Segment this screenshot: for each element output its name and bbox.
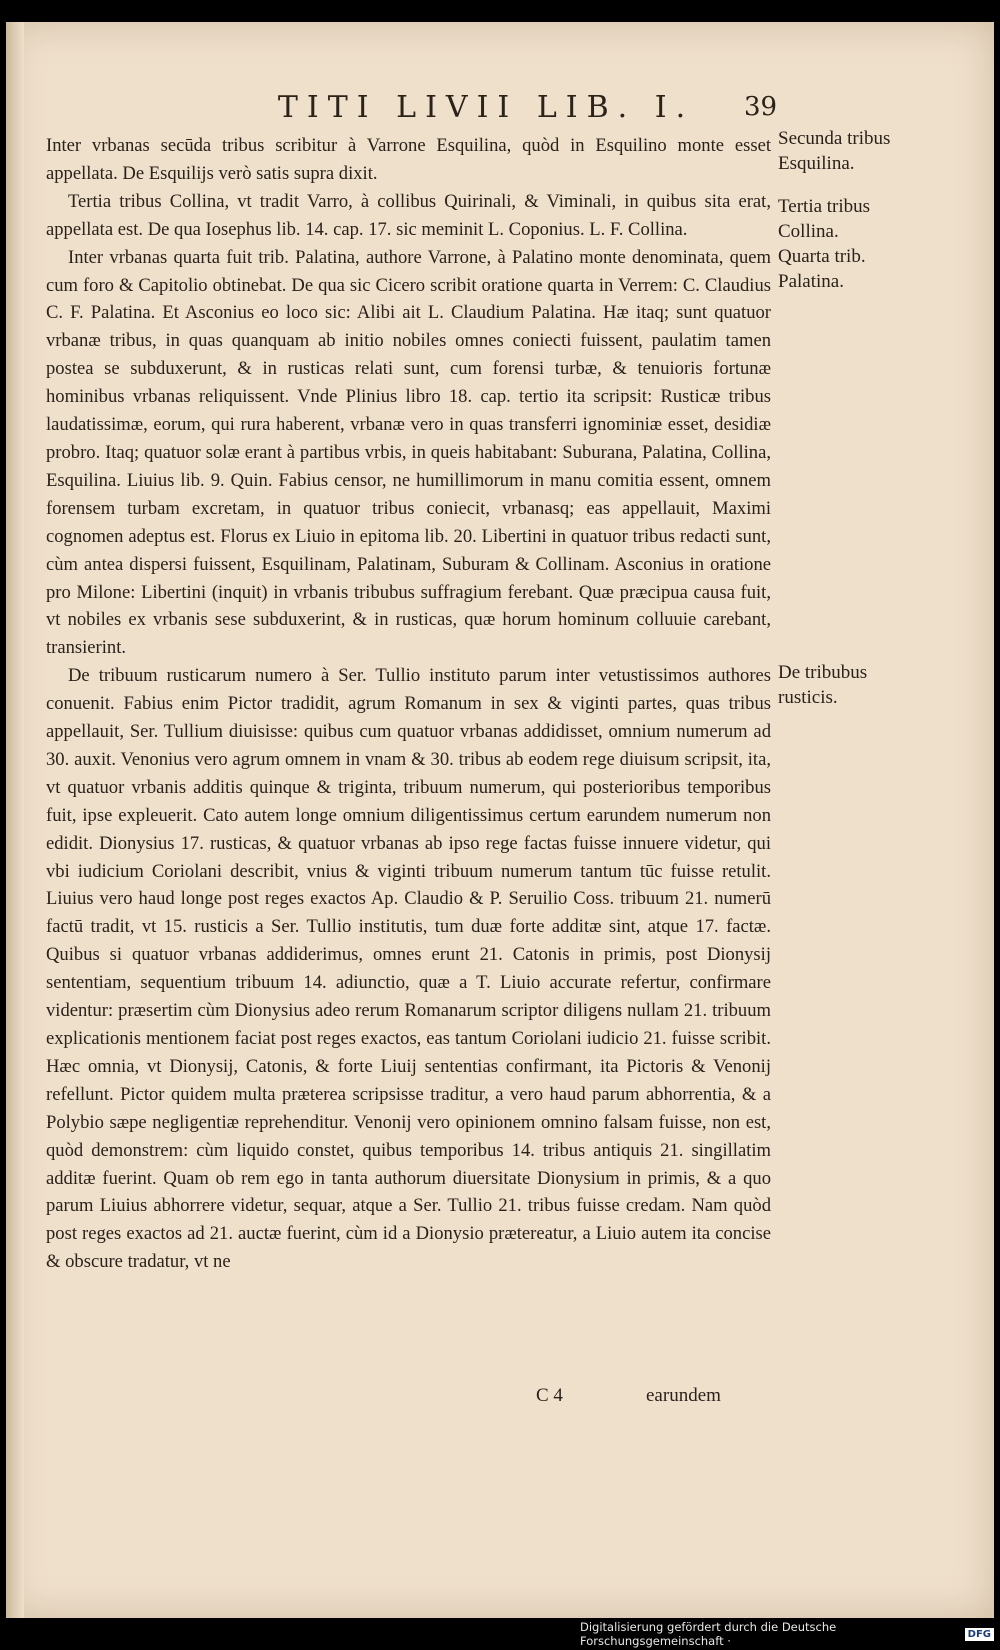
paragraph: De tribuum rusticarum numero à Ser. Tullio instituto parum inter vetustissimos authores conuenit. Fabius enim Pictor tradidit, agrum Romanum in sex & viginti partes, quas tribus appellauit, Ser. Tullium diuisisse: quibus cum quatuor vrbanas addidisset, omnium numerum ad 30. auxit. Venonius vero agrum omnem in vnam & 30. tribus ab eodem rege diuisum scripsit, ita, vt quatuor vrbanis additis quinque & triginta, tribuum numerum, qui posterioribus temporibus fuit, ipse expleuerit. Cato autem longe omnium diligentissimus certum earundem numerum non edidit. Dionysius 17. rusticas, & quatuor vrbanas ab ipso rege factas fuisse innuere videtur, qui vbi iudicium Coriolani describit, vnius & viginti tribuum numerum tantum tūc fuisse retulit. Liuius vero haud longe post reges exactos Ap. Claudio & P. Seruilio Coss. tribuum 21. numerū factū tradit, vt 15. rusticis a Ser. Tullio institutis, tum duæ forte additæ sint, atque 17. factæ. Quibus si quatuor vrbanas addiderimus, omnes erunt 21. Catonis in primis, post Dionysij sententiam, sequentium tribuum 14. adiunctio, quæ a T. Liuio accurate refertur, confirmare videntur: præsertim cùm Dionysius adeo rerum Romanarum scriptor diligens nullam 21. tribuum explicationis mentionem faciat post reges exactos, eas tantum Coriolani iudicio 21. fuisse scribit. Hæc omnia, vt Dionysij, Catonis, & forte Liuij sententias confirmant, ita Pictoris & Venonij refellunt. Pictor quidem multa præterea scripsisse traditur, a vero haud parum abhorrentia, & a Polybio sæpe negligentiæ reprehenditur. Venonij vero opinionem omnino falsam fuisse, non est, quòd demonstrem: cùm liquido constet, quibus temporibus 14. tribus antiquis 21. singillatim additæ fuerint. Quam ob rem ego in tanta authorum diuersitate Dionysium in primis, & a quo parum Liuius abhorrere videtur, sequar, atque a Ser. Tullio 21. tribus fuisse credam. Nam quòd post reges exactos ad 21. auctæ fuerint, cùm id a Dionysio prætereatur, a Liuio autem ita concise & obscure tradatur, vt ne [46,665,771,1273]
digitization-credit [580,1622,1000,1646]
paragraph: Tertia tribus Collina, vt tradit Varro, à collibus Quirinali, & Viminali, in quibus sita erat, appellata est. De qua Iosephus lib. 14. cap. 17. sic meminit L. Coponius. L. F. Collina. [46,190,771,240]
marginal-note-quarta: Quarta trib. Palatina. [778,246,866,292]
page-gutter [6,22,24,1618]
credit-text: Digitalisierung gefördert durch die Deutsche Forschungsgemeinschaft · [580,1620,837,1648]
marginal-note-secunda: Secunda tribus Esquilina. [778,128,891,174]
catchword: earundem [646,1385,721,1406]
dfg-logo: DFG [965,1628,994,1641]
book-page [6,22,994,1618]
paragraph: Inter vrbanas secūda tribus scribitur à Varrone Esquilina, quòd in Esquilino monte esset appellata. De Esquilijs verò satis supra dixit. [46,135,771,184]
marginal-note-tertia: Tertia tribus Collina. [778,196,871,242]
marginal-note-rusticis: De tribubus rusticis. [778,662,868,708]
paragraph: Inter vrbanas quarta fuit trib. Palatina, authore Varrone, à Palatino monte denominata, quem cum foro & Capitolio obtinebat. De qua sic Cicero scribit oratione quarta in Verrem: C. Claudius C. F. Palatina. Et Asconius eo loco sic: Alibi ait L. Claudium Palatina. Hæ itaq; sunt quatuor vrbanæ tribus, in quas quanquam ab initio nobiles omnes coniecti fuissent, paulatim tamen postea se subduxerunt, & in rusticas relati sunt, cum forensi turbæ, & tenuioris fortunæ hominibus vrbanas reliquissent. Vnde Plinius libro 18. cap. tertio ita scripsit: Rusticæ tribus laudatissimæ, eorum, qui rura haberent, vrbanæ vero in quas transferri ignominiæ esset, desidiæ probro. Itaq; quatuor solæ erant à partibus vrbis, in queis habitabant: Suburana, Palatina, Collina, Esquilina. Liuius lib. 9. Quin. Fabius censor, ne humillimorum in manu comitia essent, omnem forensem turbam excretam, in quatuor tribus coniecit, vrbanasq; eas appellauit, Maximi cognomen adeptus est. Florus ex Liuio in epitoma lib. 20. Libertini in quatuor tribus redacti sunt, cùm antea dispersi fuissent, Esquilinam, Palatinam, Suburam & Collinam. Asconius in oratione pro Milone: Libertini (inquit) in vrbanis tribubus suffragium ferebant. Quæ præcipua causa fuit, vt nobiles ex vrbanis sese subduxerint, & in rusticas, quæ horum hominum colluuie carebant, transierint. [46,246,771,659]
main-text-column [46,132,771,1276]
signature-mark: C 4 [536,1385,563,1406]
page-number: 39 [744,92,778,122]
running-title: TITI LIVII LIB. I. [277,90,695,125]
